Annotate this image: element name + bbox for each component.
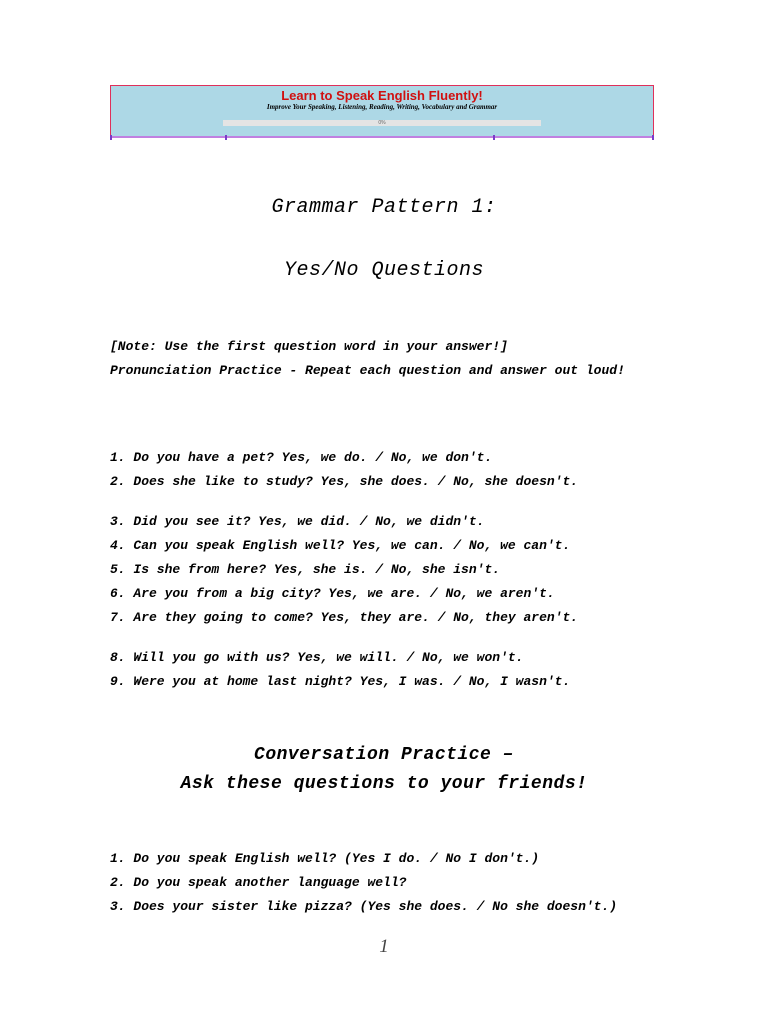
section-heading: Conversation Practice – [254, 745, 514, 765]
instruction-text: Pronunciation Practice - Repeat each question and answer out loud! [110, 363, 625, 378]
header-banner [110, 85, 654, 137]
banner-tick-marker [493, 135, 495, 140]
practice-item: 6. Are you from a big city? Yes, we are. / No, we aren't. [110, 586, 555, 601]
conversation-item: 2. Do you speak another language well? [110, 875, 407, 890]
practice-item: 3. Did you see it? Yes, we did. / No, we didn't. [110, 514, 485, 529]
note-text: [Note: Use the first question word in your answer!] [110, 339, 508, 354]
practice-item: 2. Does she like to study? Yes, she does. / No, she doesn't. [110, 474, 579, 489]
banner-underline [110, 136, 654, 138]
practice-item: 1. Do you have a pet? Yes, we do. / No, we don't. [110, 450, 493, 465]
page-title: Grammar Pattern 1: [271, 196, 497, 219]
banner-progress-bar [223, 120, 541, 126]
page-number: 1 [379, 936, 389, 957]
conversation-item: 1. Do you speak English well? (Yes I do. / No I don't.) [110, 851, 540, 866]
banner-progress-text: 0% [378, 120, 386, 126]
banner-subtitle: Improve Your Speaking, Listening, Reading, Writing, Vocabulary and Grammar [266, 103, 498, 111]
page-subtitle: Yes/No Questions [283, 259, 485, 282]
section-subheading: Ask these questions to your friends! [180, 774, 588, 794]
practice-item: 7. Are they going to come? Yes, they are. / No, they aren't. [110, 610, 579, 625]
practice-item: 8. Will you go with us? Yes, we will. / No, we won't. [110, 650, 524, 665]
practice-item: 4. Can you speak English well? Yes, we can. / No, we can't. [110, 538, 571, 553]
conversation-item: 3. Does your sister like pizza? (Yes she does. / No she doesn't.) [110, 899, 618, 914]
practice-item: 5. Is she from here? Yes, she is. / No, she isn't. [110, 562, 501, 577]
practice-item: 9. Were you at home last night? Yes, I was. / No, I wasn't. [110, 674, 571, 689]
banner-tick-marker [652, 135, 654, 140]
banner-title: Learn to Speak English Fluently! [281, 88, 483, 103]
banner-tick-marker [225, 135, 227, 140]
banner-tick-marker [110, 135, 112, 140]
